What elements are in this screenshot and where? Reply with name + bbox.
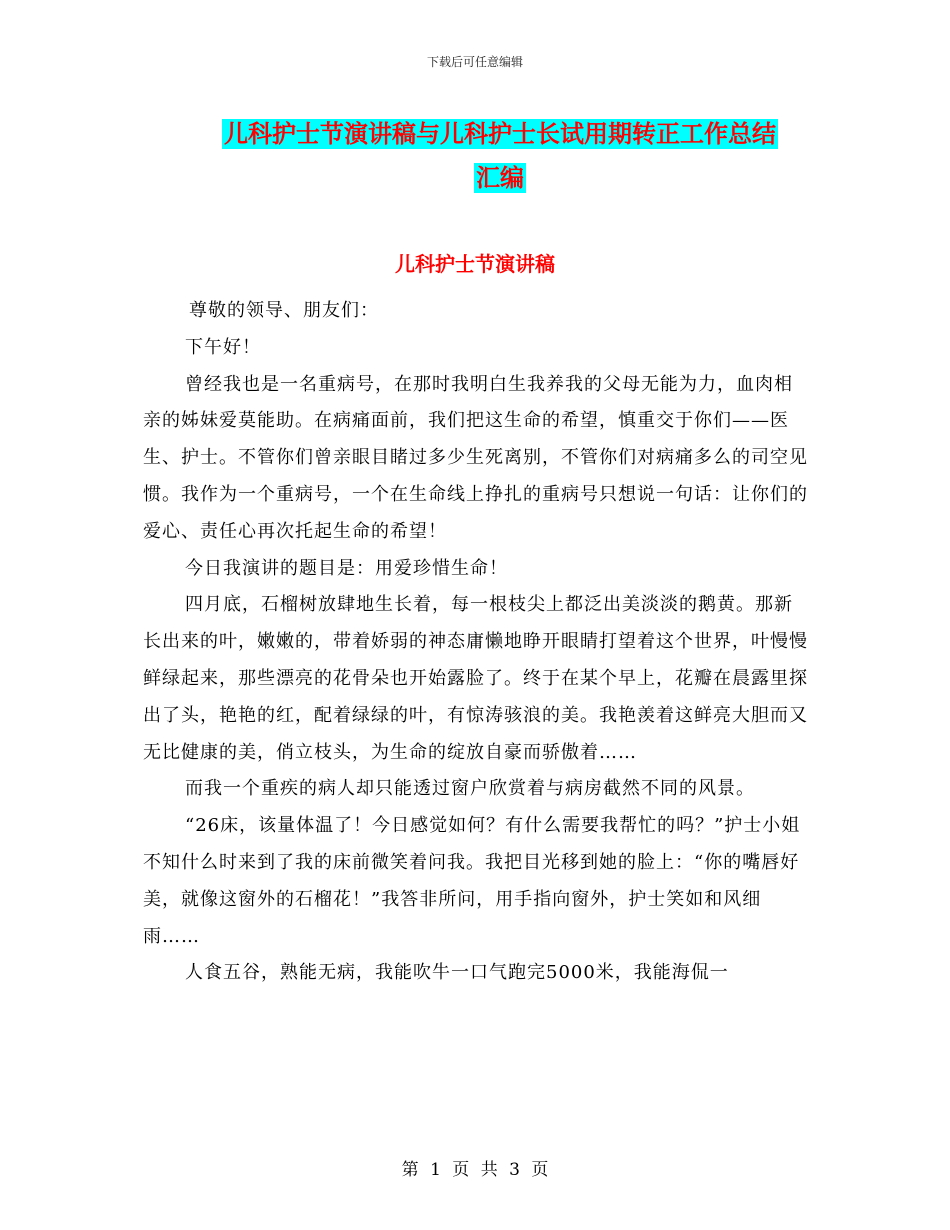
page-footer (0, 1155, 950, 1180)
total-pages: 3 (509, 1160, 520, 1180)
paragraph: 曾经我也是一名重病号，在那时我明白生我养我的父母无能为力，血肉相亲的姊妹爱莫能助。在病痛面前，我们把这生命的希望，慎重交于你们——医生、护士。不管你们曾亲眼目睹过多少生死离别，不管你们对病痛多么的司空见惯。我作为一个重病号，一个在生命线上挣扎的重病号只想说一句话：让你们的爱心、责任心再次托起生命的希望！ (143, 373, 808, 542)
paragraph: “26床，该量体温了！今日感觉如何？有什么需要我帮忙的吗？”护士小姐不知什么时来到了我的床前微笑着问我。我把目光移到她的脸上：“你的嘴唇好美，就像这窗外的石榴花！”我答非所问，用手指向窗外，护士笑如和风细雨…… (143, 815, 801, 947)
page-label-mid: 页 (452, 1160, 470, 1180)
paragraph: 人食五谷，熟能无病，我能吹牛一口气跑完5000米，我能海侃一 (185, 962, 729, 984)
page-label-suffix: 页 (531, 1160, 549, 1180)
document-title (180, 112, 820, 200)
header-note: 下载后可任意编辑 (426, 55, 523, 69)
total-label: 共 (480, 1160, 498, 1180)
paragraph: 下午好！ (185, 336, 261, 358)
document-title-line-2: 汇编 (476, 164, 524, 192)
paragraph: 而我一个重疾的病人却只能透过窗户欣赏着与病房截然不同的风景。 (185, 778, 755, 800)
section-title: 儿科护士节演讲稿 (395, 252, 555, 276)
paragraph: 四月底，石榴树放肆地生长着，每一根枝尖上都泛出美淡淡的鹅黄。那新长出来的叶，嫩嫩的，带着娇弱的神态庸懒地睁开眼睛打望着这个世界，叶慢慢鲜绿起来，那些漂亮的花骨朵也开始露脸了。终于在某个早上，花瓣在晨露里探出了头，艳艳的红，配着绿绿的叶，有惊涛骇浪的美。我艳羡着这鲜亮大胆而又无比健康的美，俏立枝头，为生命的绽放自豪而骄傲着…… (143, 594, 808, 763)
document-body (143, 293, 811, 992)
paragraph: 今日我演讲的题目是：用爱珍惜生命！ (185, 557, 508, 579)
document-title-line-1: 儿科护士节演讲稿与儿科护士长试用期转正工作总结 (224, 120, 776, 148)
salutation: 尊敬的领导、朋友们： (189, 300, 379, 321)
page-number: 1 (430, 1160, 441, 1180)
page-label-prefix: 第 (401, 1160, 419, 1180)
